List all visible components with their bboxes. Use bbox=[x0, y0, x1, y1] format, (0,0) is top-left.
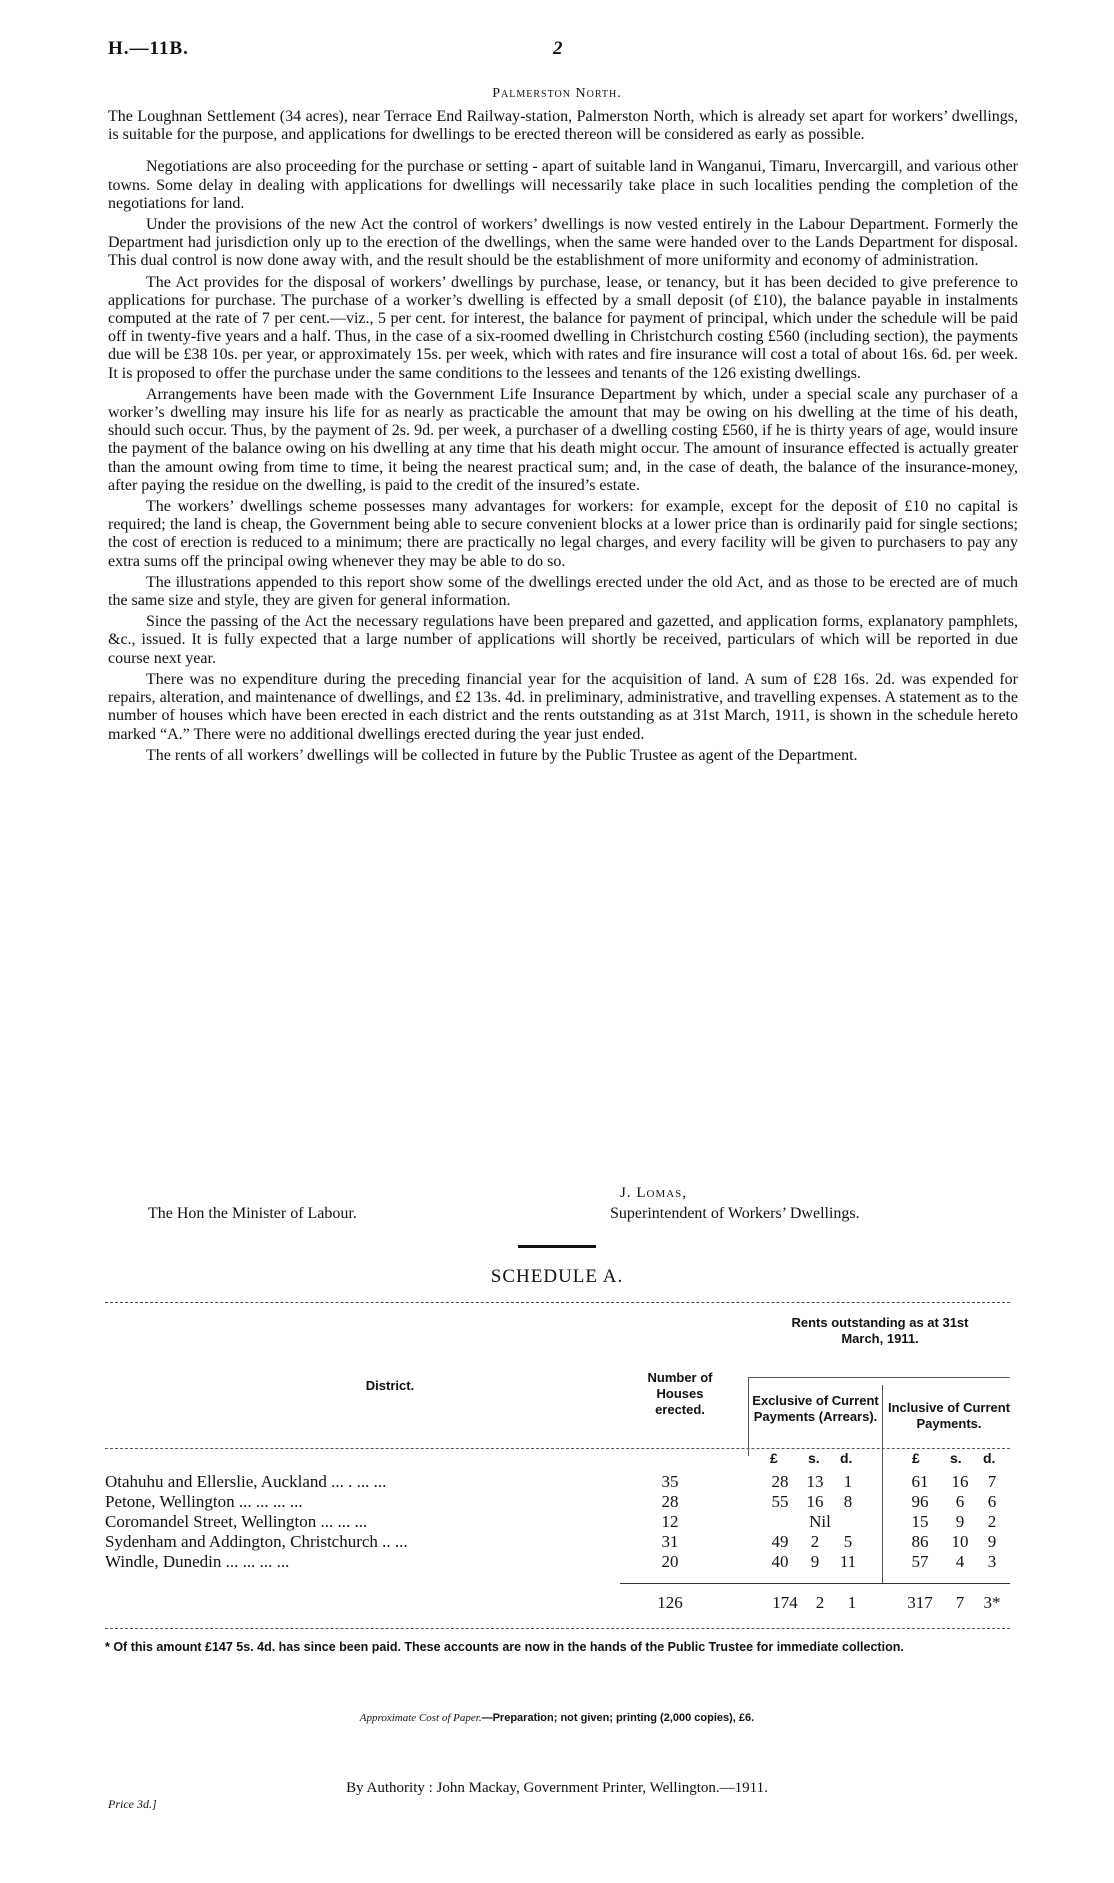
inc-shillings: 4 bbox=[955, 1552, 965, 1571]
table-top-rule bbox=[105, 1302, 1010, 1303]
ex-shillings: 2 bbox=[810, 1532, 820, 1551]
ex-pence: 8 bbox=[843, 1492, 853, 1511]
ex-pence: 1 bbox=[843, 1472, 853, 1491]
total-ex-pence: 1 bbox=[847, 1593, 857, 1612]
document-code: H.—11B. bbox=[108, 38, 189, 59]
unit-pounds: £ bbox=[912, 1450, 920, 1466]
inc-pounds: 86 bbox=[911, 1532, 929, 1551]
header-houses: Number of Houses erected. bbox=[647, 1370, 713, 1417]
inc-shillings: 6 bbox=[955, 1492, 965, 1511]
ex-nil: Nil bbox=[809, 1512, 831, 1531]
district-cell: Otahuhu and Ellerslie, Auckland ... . ... ... bbox=[105, 1472, 387, 1491]
paragraph: Since the passing of the Act the necessary regulations have been prepared and gazetted, and application forms, explanatory pamphlets, &c., issued. It is fully expected that a large number of applications will shortly be received, particulars of which will be reported in due course next year. bbox=[108, 613, 1018, 667]
printer-authority: By Authority : John Mackay, Government Printer, Wellington.—1911. bbox=[346, 1780, 768, 1796]
total-ex-shillings: 2 bbox=[815, 1593, 825, 1612]
column-rule bbox=[748, 1378, 749, 1456]
ex-pounds: 49 bbox=[771, 1532, 789, 1551]
inc-pounds: 15 bbox=[911, 1512, 929, 1531]
paragraph: The rents of all workers’ dwellings will be collected in future by the Public Trustee as agent of the Department. bbox=[146, 746, 858, 764]
body-text bbox=[108, 108, 1018, 768]
houses-cell: 31 bbox=[661, 1532, 679, 1551]
header-bottom-rule bbox=[105, 1448, 1010, 1449]
ex-pounds: 55 bbox=[771, 1492, 789, 1511]
district-cell: Petone, Wellington ... ... ... ... bbox=[105, 1492, 303, 1511]
ex-pence: 5 bbox=[843, 1532, 853, 1551]
table-row bbox=[105, 1552, 1010, 1572]
houses-cell: 12 bbox=[661, 1512, 679, 1531]
inc-pence: 2 bbox=[987, 1512, 997, 1531]
inc-pence: 9 bbox=[987, 1532, 997, 1551]
ex-shillings: 13 bbox=[806, 1472, 824, 1491]
inc-pounds: 61 bbox=[911, 1472, 929, 1491]
signatory-title: Superintendent of Workers’ Dwellings. bbox=[610, 1205, 860, 1222]
total-inc-pence: 3* bbox=[983, 1593, 1001, 1612]
ex-pounds: 28 bbox=[771, 1472, 789, 1491]
inc-shillings: 9 bbox=[955, 1512, 965, 1531]
cost-text: —Preparation; not given; printing (2,000 copies), £6. bbox=[481, 1712, 755, 1724]
page-number: 2 bbox=[553, 38, 563, 59]
inc-shillings: 10 bbox=[951, 1532, 969, 1551]
paragraph: The Loughnan Settlement (34 acres), near Terrace End Railway-station, Palmerston North, which is already set apart for workers’ dwellings, is suitable for the purpose, and applications for dwellings to be erected thereon will be considered as early as possible. bbox=[108, 108, 1018, 144]
paragraph: There was no expenditure during the preceding financial year for the acquisition of land. A sum of £28 16s. 2d. was expended for repairs, alteration, and maintenance of dwellings, and £2 13s. 4d. in preliminary, administrative, and travelling expenses. A statement as to the number of houses which have been erected in each district and the rents outstanding as at 31st March, 1911, is shown in the schedule hereto marked “A.” There were no additional dwellings erected during the year just ended. bbox=[108, 670, 1018, 743]
section-title: Palmerston North. bbox=[492, 86, 622, 101]
inc-pence: 7 bbox=[987, 1472, 997, 1491]
ex-shillings: 9 bbox=[810, 1552, 820, 1571]
paragraph: The illustrations appended to this report show some of the dwellings erected under the old Act, and as those to be erected are of much the same size and style, they are given for general information. bbox=[108, 573, 1018, 610]
houses-cell: 28 bbox=[661, 1492, 679, 1511]
addressee: The Hon the Minister of Labour. bbox=[148, 1205, 357, 1222]
cost-line bbox=[0, 1712, 1114, 1724]
table-row bbox=[105, 1472, 1010, 1492]
ex-shillings: 16 bbox=[806, 1492, 824, 1511]
paragraph: Arrangements have been made with the Government Life Insurance Department by which, under a special scale any purchaser of a worker’s dwelling may insure his life for as nearly as practicable the amount that may be owing on his dwelling at the time of his death, should such occur. Thus, by the payment of 2s. 9d. per week, a purchaser of a dwelling costing £560, if he is thirty years of age, would insure the payment of the balance owing on his dwelling at any time that his death might occur. The amount of insurance effected is actually greater than the amount owing from time to time, it being the nearest practical sum; and, in the case of death, the balance of the insurance-money, after paying the residue on the dwelling, is paid to the credit of the insured’s estate. bbox=[108, 385, 1018, 494]
inc-shillings: 16 bbox=[951, 1472, 969, 1491]
table-row bbox=[105, 1532, 1010, 1552]
ex-pounds: 40 bbox=[771, 1552, 789, 1571]
header-inclusive: Inclusive of Current Payments. bbox=[887, 1400, 1011, 1431]
table-total-row bbox=[105, 1593, 1010, 1613]
houses-cell: 35 bbox=[661, 1472, 679, 1491]
total-inc-pounds: 317 bbox=[907, 1593, 933, 1612]
total-ex-pounds: 174 bbox=[772, 1593, 798, 1612]
district-cell: Coromandel Street, Wellington ... ... ... bbox=[105, 1512, 368, 1531]
schedule-title: SCHEDULE A. bbox=[490, 1266, 624, 1287]
price: Price 3d.] bbox=[108, 1797, 157, 1811]
unit-pence: d. bbox=[983, 1450, 996, 1466]
total-houses: 126 bbox=[657, 1593, 683, 1612]
paragraph: Under the provisions of the new Act the control of workers’ dwellings is now vested entirely in the Labour Department. Formerly the Department had jurisdiction only up to the erection of the dwellings, when the same were handed over to the Lands Department for disposal. This dual control is now done away with, and the result should be the establishment of more uniformity and economy of administration. bbox=[108, 216, 1018, 270]
paragraph: Negotiations are also proceeding for the purchase or setting - apart of suitable land in Wanganui, Timaru, Invercargill, and various other towns. Some delay in dealing with applications for dwellings will necessarily take place in such localities pending the completion of the negotiations for land. bbox=[108, 158, 1018, 212]
unit-shillings: s. bbox=[950, 1450, 962, 1466]
inc-pounds: 57 bbox=[911, 1552, 929, 1571]
inc-pence: 6 bbox=[987, 1492, 997, 1511]
district-cell: Sydenham and Addington, Christchurch .. ... bbox=[105, 1532, 408, 1551]
divider bbox=[518, 1245, 596, 1248]
unit-pounds: £ bbox=[770, 1450, 778, 1466]
header-district: District. bbox=[365, 1378, 415, 1393]
footnote: * Of this amount £147 5s. 4d. has since been paid. These accounts are now in the hands of the Public Trustee for immediate collection. bbox=[105, 1640, 904, 1654]
district-cell: Windle, Dunedin ... ... ... ... bbox=[105, 1552, 290, 1571]
header-rule bbox=[748, 1377, 1010, 1378]
paragraph: The Act provides for the disposal of workers’ dwellings by purchase, lease, or tenancy, but it has been decided to give preference to applications for purchase. The purchase of a worker’s dwelling is effected by a small deposit (of £10), the balance payable in instalments computed at the rate of 7 per cent.—viz., 5 per cent. for interest, the balance for payment of principal, which under the schedule will be paid off in twenty-five years and a half. Thus, in the case of a six-roomed dwelling in Christchurch costing £560 (including section), the payments due will be £38 10s. per year, or approximately 15s. per week, which with rates and fire insurance will cost a total of about 16s. 6d. per week. It is proposed to offer the purchase under the same conditions to the lessees and tenants of the 126 existing dwellings. bbox=[108, 273, 1018, 382]
cost-label: Approximate Cost of Paper. bbox=[359, 1712, 482, 1724]
total-inc-shillings: 7 bbox=[955, 1593, 965, 1612]
houses-cell: 20 bbox=[661, 1552, 679, 1571]
table-bottom-rule bbox=[105, 1628, 1010, 1629]
total-rule bbox=[620, 1583, 1010, 1584]
ex-pence: 11 bbox=[839, 1552, 857, 1571]
inc-pounds: 96 bbox=[911, 1492, 929, 1511]
header-rents-group: Rents outstanding as at 31st March, 1911. bbox=[791, 1315, 969, 1346]
header-exclusive: Exclusive of Current Payments (Arrears). bbox=[752, 1393, 879, 1424]
table-row bbox=[105, 1512, 1010, 1532]
inc-pence: 3 bbox=[987, 1552, 997, 1571]
unit-shillings: s. bbox=[808, 1450, 820, 1466]
paragraph: The workers’ dwellings scheme possesses many advantages for workers: for example, except for the deposit of £10 no capital is required; the land is cheap, the Government being able to secure convenient blocks at a lower price than is ordinarily paid for single sections; the cost of erection is reduced to a minimum; there are practically no legal charges, and every facility will be given to purchasers to pay any extra sums off the principal owing whenever they may be able to do so. bbox=[108, 498, 1018, 570]
unit-pence: d. bbox=[840, 1450, 853, 1466]
table-row bbox=[105, 1492, 1010, 1512]
signatory-name: J. Lomas, bbox=[620, 1185, 688, 1201]
